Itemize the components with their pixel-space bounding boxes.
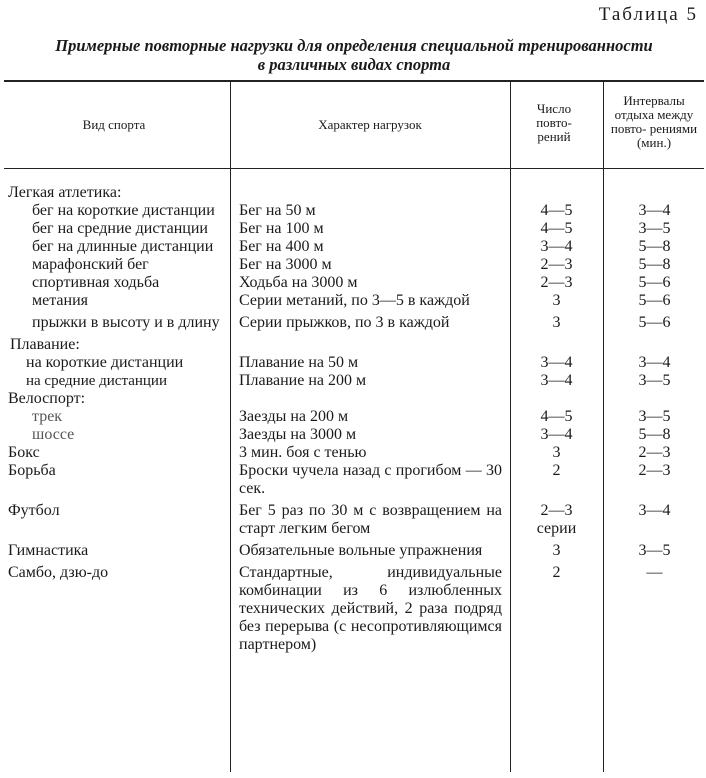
load-cell: Ходьба на 3000 м: [239, 274, 358, 291]
load-cell: 3 мин. боя с тенью: [239, 444, 367, 461]
reps-cell: 3: [552, 292, 561, 309]
rest-cell: 3—5: [638, 542, 671, 559]
title-line-1: Примерные повторные нагрузки для определения специальной тренированности: [55, 36, 653, 55]
load-cell: Заезды на 3000 м: [239, 426, 357, 443]
table-row: [0, 220, 706, 238]
rest-cell: 5—6: [638, 314, 671, 331]
table-title: [4, 36, 704, 74]
reps-cell: 4—5: [540, 202, 573, 219]
table-row: [0, 502, 706, 538]
rest-cell: 2—3: [638, 462, 671, 479]
sport-cell: Бокс: [8, 444, 40, 461]
sport-cell: прыжки в высоту и в длину: [32, 314, 220, 331]
table-row: [0, 462, 706, 498]
load-cell: Бег на 3000 м: [239, 256, 332, 273]
reps-cell: 3—4: [540, 426, 573, 443]
table-row: [0, 444, 706, 462]
table-row: [0, 390, 706, 408]
reps-cell: 3—4: [540, 372, 573, 389]
rest-cell: 3—4: [638, 502, 671, 519]
load-cell: Серии прыжков, по 3 в каждой: [239, 314, 450, 331]
rest-cell: [603, 390, 706, 408]
rest-cell: —: [646, 564, 663, 581]
header-load: Характер нагрузок: [318, 117, 422, 132]
table-row: [0, 354, 706, 372]
rest-cell: [603, 336, 706, 354]
reps-cell: 3—4: [540, 354, 573, 371]
table-body: [0, 184, 706, 654]
sport-cell: Самбо, дзю-до: [8, 564, 109, 581]
title-line-2: в различных видах спорта: [257, 55, 451, 74]
sport-cell: спортивная ходьба: [32, 274, 160, 291]
sport-cell: бег на короткие дистанции: [32, 202, 215, 219]
load-cell: Плавание на 50 м: [239, 354, 359, 371]
reps-cell: 2—3 серии: [536, 502, 577, 537]
sport-cell: Гимнастика: [8, 542, 89, 559]
rest-cell: 3—5: [638, 220, 671, 237]
load-cell: [230, 184, 510, 202]
table-row: [0, 372, 706, 390]
reps-cell: 3: [552, 314, 561, 331]
reps-cell: 4—5: [540, 220, 573, 237]
rest-cell: 5—8: [638, 256, 671, 273]
header-reps: Число повто- рений: [536, 101, 572, 144]
sport-cell: трек: [32, 408, 63, 425]
reps-cell: 2—3: [540, 256, 573, 273]
rest-cell: 3—5: [638, 408, 671, 425]
load-cell: Бег на 400 м: [239, 238, 324, 255]
sport-cell: Велоспорт:: [8, 390, 86, 407]
rest-cell: 5—6: [638, 292, 671, 309]
rest-cell: 5—8: [638, 426, 671, 443]
table-number: Таблица 5: [598, 4, 698, 25]
rest-cell: 5—6: [638, 274, 671, 291]
sport-cell: Борьба: [8, 462, 56, 479]
table-row: [0, 292, 706, 310]
rest-cell: 3—4: [638, 354, 671, 371]
rest-cell: [603, 184, 706, 202]
reps-cell: [510, 184, 603, 202]
reps-cell: 4—5: [540, 408, 573, 425]
rest-cell: 5—8: [638, 238, 671, 255]
load-cell: Плавание на 200 м: [239, 372, 367, 389]
load-cell: Стандартные, индивидуальные комбинации из 6 излюбленных технических действий, 2 раза подряд без перерыва (с несопротивляющимся партнером): [239, 564, 502, 653]
load-cell: [230, 336, 510, 354]
reps-cell: 3—4: [540, 238, 573, 255]
sport-cell: бег на длинные дистанции: [32, 238, 214, 255]
load-cell: Бег на 50 м: [239, 202, 316, 219]
reps-cell: 2—3: [540, 274, 573, 291]
table-row: [0, 274, 706, 292]
reps-cell: 3: [552, 542, 561, 559]
table-row: [0, 238, 706, 256]
load-cell: Бег на 100 м: [239, 220, 324, 237]
top-rule: [4, 80, 704, 82]
header-sport: Вид спорта: [82, 117, 146, 132]
table-row: [0, 202, 706, 220]
sport-cell: метания: [32, 292, 88, 309]
load-cell: Броски чучела назад с прогибом — 30 сек.: [239, 462, 502, 497]
header-rule: [4, 168, 704, 169]
reps-cell: 2: [552, 462, 561, 479]
rest-cell: 3—4: [638, 202, 671, 219]
reps-cell: 2: [552, 564, 561, 581]
load-cell: Обязательные вольные упражнения: [239, 542, 483, 559]
sport-cell: Плавание:: [10, 336, 80, 353]
header-rest: Интервалы отдыха между повто- рениями (мин.): [610, 93, 698, 150]
table-row: [0, 336, 706, 354]
table-row: [0, 564, 706, 654]
sport-cell: марафонский бег: [32, 256, 149, 273]
table-row: [0, 184, 706, 202]
table-row: [0, 542, 706, 560]
table-row: [0, 256, 706, 274]
load-cell: Заезды на 200 м: [239, 408, 349, 425]
reps-cell: [510, 336, 603, 354]
sport-cell: Футбол: [8, 502, 60, 519]
load-cell: Серии метаний, по 3—5 в каждой: [239, 292, 470, 309]
table-row: [0, 314, 706, 332]
sport-cell: бег на средние дистанции: [32, 220, 208, 237]
sport-cell: шоссе: [32, 426, 75, 443]
sport-cell: на короткие дистанции: [26, 354, 184, 371]
table-row: [0, 408, 706, 426]
reps-cell: 3: [552, 444, 561, 461]
load-cell: [230, 390, 510, 408]
sport-cell: на средние дистанции: [26, 373, 167, 389]
table-row: [0, 426, 706, 444]
reps-cell: [510, 390, 603, 408]
rest-cell: 3—5: [638, 372, 671, 389]
sport-cell: Легкая атлетика:: [8, 184, 122, 201]
load-cell: Бег 5 раз по 30 м с возвращением на старт легким бегом: [239, 502, 502, 537]
rest-cell: 2—3: [638, 444, 671, 461]
